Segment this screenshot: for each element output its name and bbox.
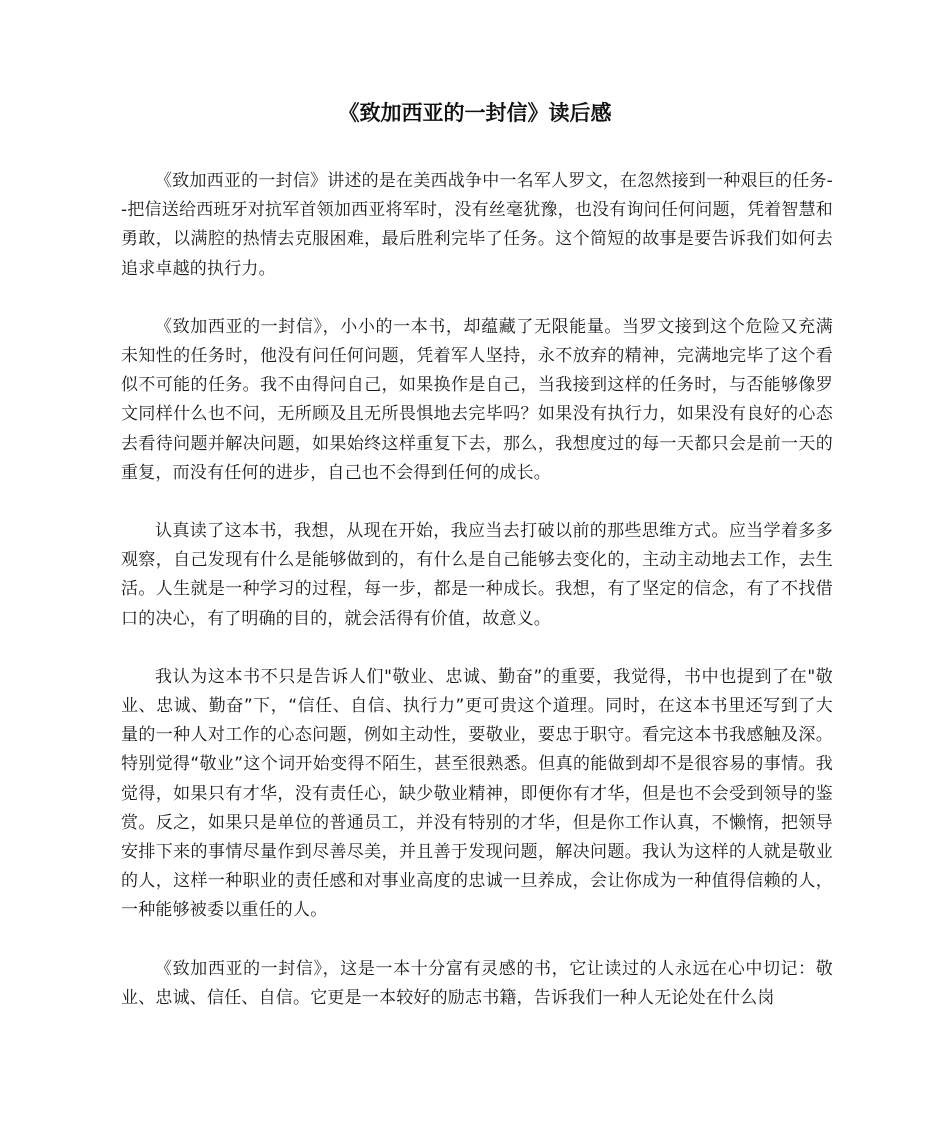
paragraph: 认真读了这本书，我想，从现在开始，我应当去打破以前的那些思维方式。应当学着多多观察，自己发现有什么是能够做到的，有什么是自己能够去变化的，主动主动地去工作，去生活。人生就是一种学习的过程，每一步，都是一种成长。我想，有了坚定的信念，有了不找借口的决心，有了明确的目的，就会活得有价值，故意义。 [121,521,833,629]
document-title: 《致加西亚的一封信》读后感 [338,101,612,125]
paragraph: 《致加西亚的一封信》，小小的一本书，却蕴藏了无限能量。当罗文接到这个危险又充满未知性的任务时，他没有问任何问题，凭着军人坚持，永不放弃的精神，完满地完毕了这个看似不可能的任务。我不由得问自己，如果换作是自己，当我接到这样的任务时，与否能够像罗文同样什么也不问，无所顾及且无所畏惧地去完毕吗？如果没有执行力，如果没有良好的心态去看待问题并解决问题，如果始终这样重复下去，那么，我想度过的每一天都只会是前一天的重复，而没有任何的进步，自己也不会得到任何的成长。 [121,316,833,483]
paragraph: 《致加西亚的一封信》讲述的是在美西战争中一名军人罗文，在忽然接到一种艰巨的任务--把信送给西班牙对抗军首领加西亚将军时，没有丝毫犹豫，也没有询问任何问题，凭着智慧和勇敢，以满腔的热情去克服困难，最后胜利完毕了任务。这个简短的故事是要告诉我们如何去追求卓越的执行力。 [121,171,833,279]
document-body [121,167,833,1042]
paragraph: 《致加西亚的一封信》，这是一本十分富有灵感的书，它让读过的人永远在心中切记：敬业、忠诚、信任、自信。它更是一本较好的励志书籍，告诉我们一种人无论处在什么岗 [121,958,833,1008]
paragraph: 我认为这本书不只是告诉人们"敬业、忠诚、勤奋”的重要，我觉得，书中也提到了在"敬业、忠诚、勤奋”下，“信任、自信、执行力”更可贵这个道理。同时，在这本书里还写到了大量的一种人对工作的心态问题，例如主动性，要敬业，要忠于职守。看完这本书我感触及深。特别觉得“敬业”这个词开始变得不陌生，甚至很熟悉。但真的能做到却不是很容易的事情。我觉得，如果只有才华，没有责任心，缺少敬业精神，即便你有才华，但是也不会受到领导的鉴赏。反之，如果只是单位的普通员工，并没有特别的才华，但是你工作认真，不懒惰，把领导安排下来的事情尽量作到尽善尽美，并且善于发现问题，解决问题。我认为这样的人就是敬业的人，这样一种职业的责任感和对事业高度的忠诚一旦养成，会让你成为一种值得信赖的人，一种能够被委以重任的人。 [121,666,833,921]
